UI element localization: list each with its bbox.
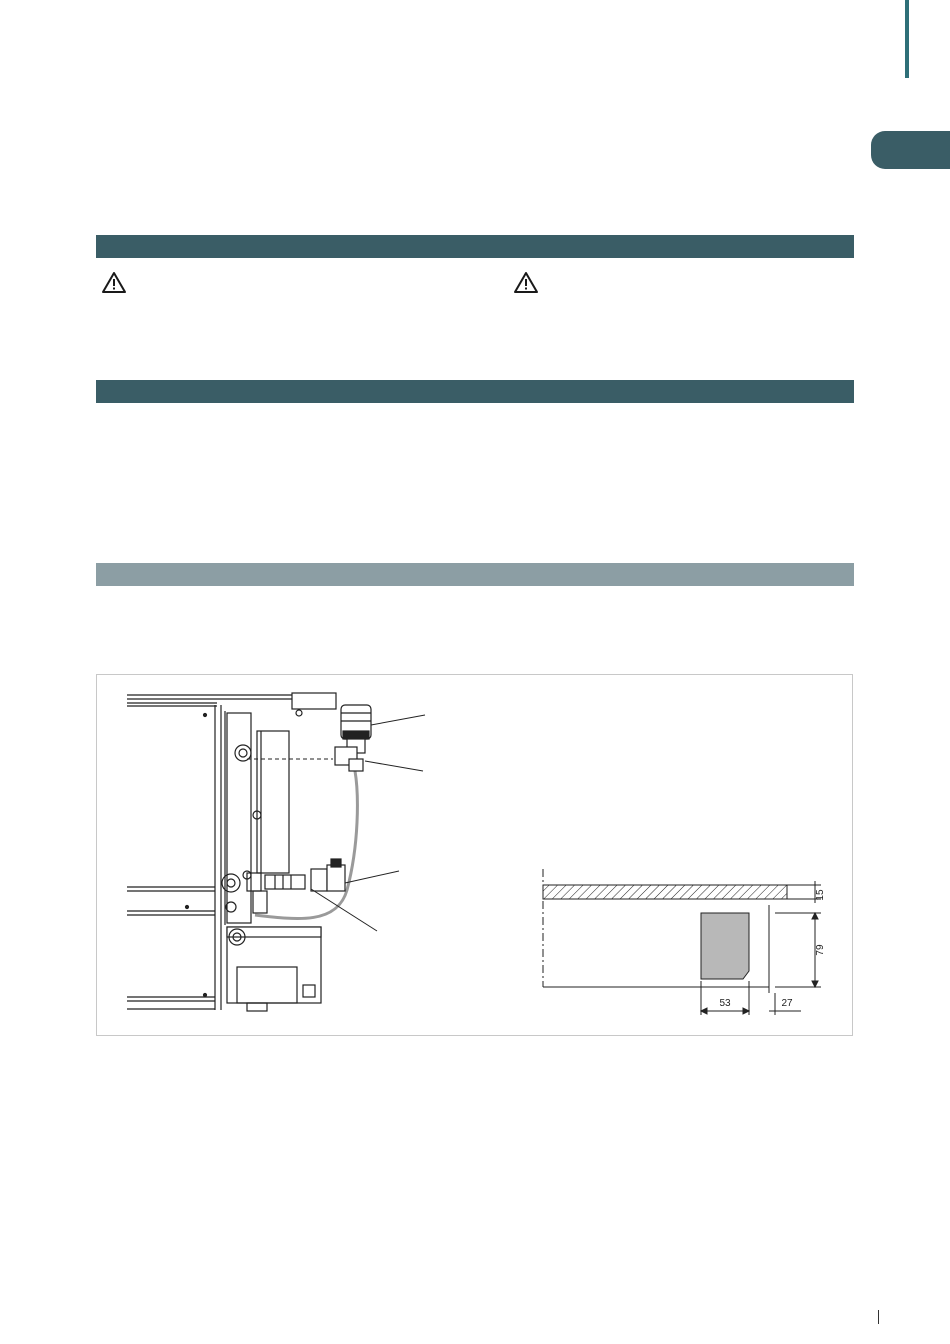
installation-drawing xyxy=(97,675,854,1037)
figure-frame xyxy=(96,674,853,1036)
warning-triangle-icon xyxy=(101,271,127,295)
section-header-bar-1 xyxy=(96,235,854,258)
dim-offset: 27 xyxy=(781,998,793,1009)
warning-triangle-icon xyxy=(513,271,539,295)
unit-side-view xyxy=(127,693,336,1011)
dim-height: 79 xyxy=(815,944,826,956)
flexible-hose xyxy=(255,771,357,919)
dimension-drawing xyxy=(543,869,821,1015)
dim-top-thickness: 15 xyxy=(815,889,826,901)
section-header-bar-2 xyxy=(96,380,854,403)
page-number-marker xyxy=(878,1310,879,1324)
accent-line xyxy=(905,0,909,78)
dim-width: 53 xyxy=(719,998,731,1009)
subsection-header-bar xyxy=(96,563,854,586)
leader-lines xyxy=(311,715,425,931)
valve-assembly-bottom xyxy=(311,859,345,891)
section-tab[interactable] xyxy=(871,131,950,169)
